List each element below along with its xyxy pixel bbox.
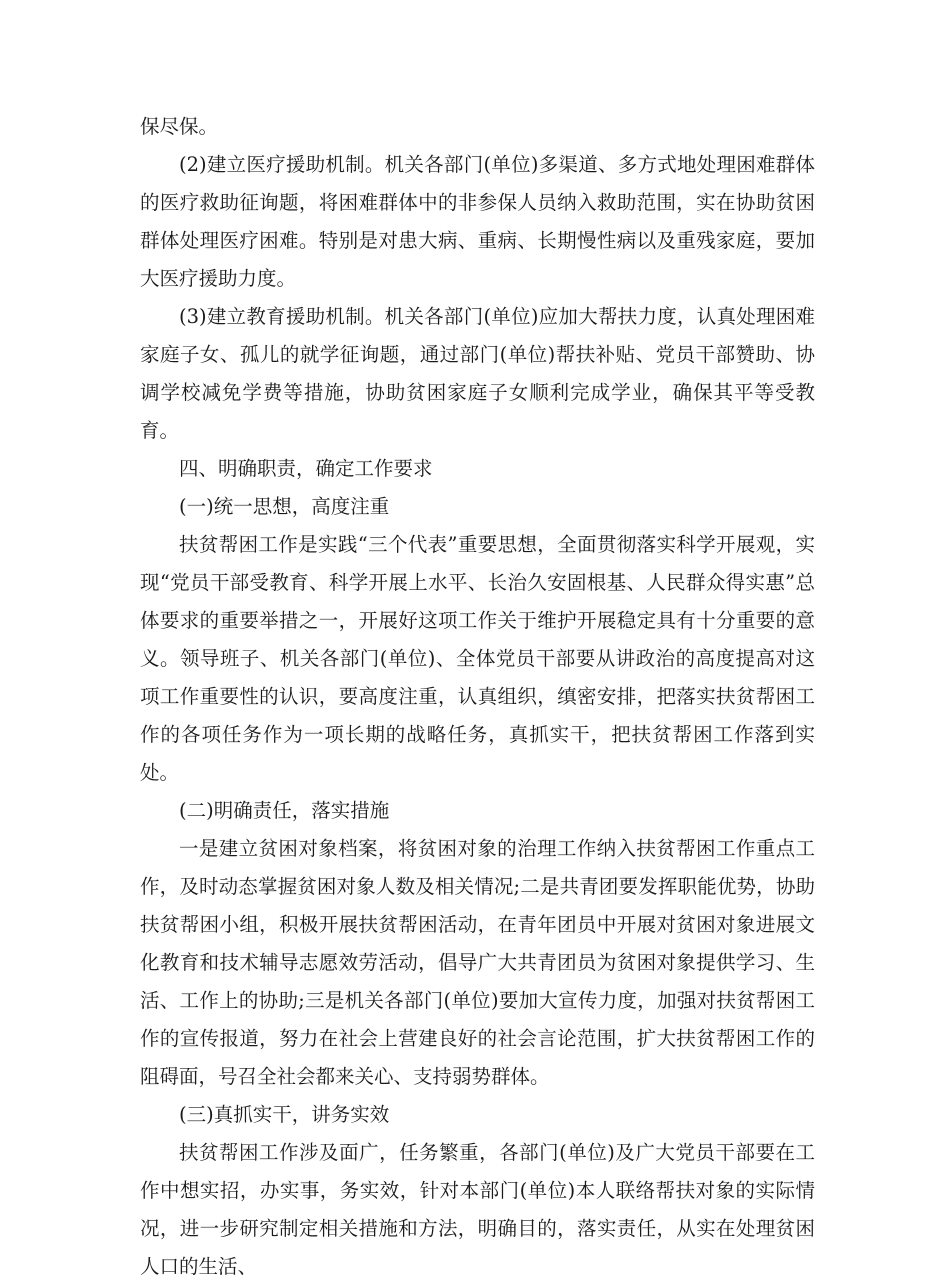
paragraph-responsibilities: 一是建立贫困对象档案，将贫困对象的治理工作纳入扶贫帮困工作重点工作，及时动态掌握贫困对象人数及相关情况;二是共青团要发挥职能优势，协助扶贫帮困小组，积极开展扶贫帮困活动，在青年团员中开展对贫困对象进展文化教育和技术辅导志愿效劳活动，倡导广大共青团员为贫困对象提供学习、生活、工作上的协助;三是机关各部门(单位)要加大宣传力度，加强对扶贫帮困工作的宣传报道，努力在社会上营建良好的社会言论范围，扩大扶贫帮困工作的阻碍面，号召全社会都来关心、支持弱势群体。: [140, 837, 815, 1088]
paragraph-continuation: 保尽保。: [140, 115, 219, 138]
subsection-heading-one: (一)统一思想，高度注重: [179, 495, 390, 518]
subsection-heading-two: (二)明确责任，落实措施: [179, 799, 390, 822]
paragraph-education-aid: (3)建立教育援助机制。机关各部门(单位)应加大帮扶力度，认真处理困难家庭子女、孤儿的就学征询题，通过部门(单位)帮扶补贴、党员干部赞助、协调学校减免学费等措施，协助贫困家庭子女顺利完成学业，确保其平等受教育。: [140, 305, 815, 442]
section-heading-four: 四、明确职责，确定工作要求: [179, 457, 433, 480]
subsection-heading-three: (三)真抓实干，讲务实效: [179, 1103, 390, 1126]
document-body: [140, 108, 815, 1286]
paragraph-medical-aid: (2)建立医疗援助机制。机关各部门(单位)多渠道、多方式地处理困难群体的医疗救助征询题，将困难群体中的非参保人员纳入救助范围，实在协助贫困群体处理医疗困难。特别是对患大病、重病、长期慢性病以及重残家庭，要加大医疗援助力度。: [140, 153, 815, 290]
paragraph-practical-work: 扶贫帮困工作涉及面广，任务繁重，各部门(单位)及广大党员干部要在工作中想实招，办实事，务实效，针对本部门(单位)本人联络帮扶对象的实际情况，进一步研究制定相关措施和方法，明确目的，落实责任，从实在处理贫困人口的生活、: [140, 1141, 815, 1278]
paragraph-unify-thinking: 扶贫帮困工作是实践“三个代表”重要思想，全面贯彻落实科学开展观，实现“党员干部受教育、科学开展上水平、长治久安固根基、人民群众得实惠”总体要求的重要举措之一，开展好这项工作关于维护开展稳定具有十分重要的意义。领导班子、机关各部门(单位)、全体党员干部要从讲政治的高度提高对这项工作重要性的认识，要高度注重，认真组织，缜密安排，把落实扶贫帮困工作的各项任务作为一项长期的战略任务，真抓实干，把扶贫帮困工作落到实处。: [140, 533, 815, 784]
